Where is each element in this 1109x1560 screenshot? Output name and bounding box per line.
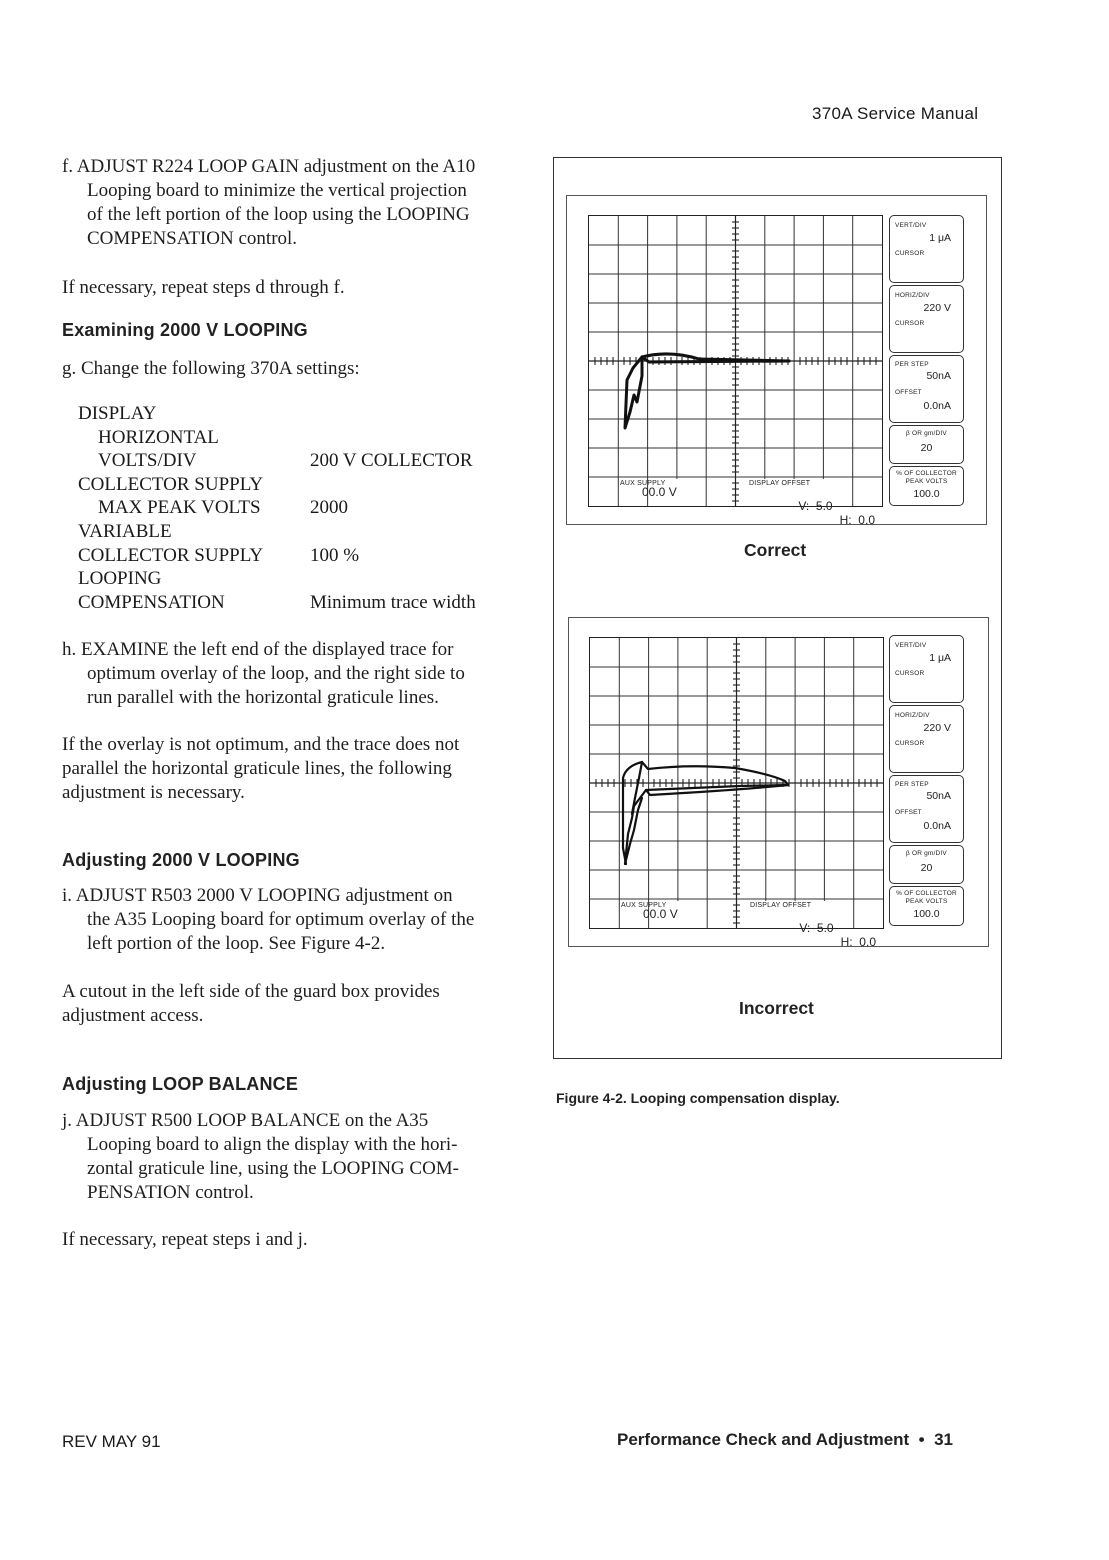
display-offset-label: DISPLAY OFFSET [749, 480, 811, 487]
settings-row [78, 473, 476, 497]
heading-examining-looping: Examining 2000 V LOOPING [62, 320, 308, 340]
collector-peak-panel [889, 886, 964, 926]
display-offset-v: V: 5.0 [798, 499, 833, 513]
graticule-and-trace [590, 638, 886, 931]
step-j-line: Looping board to align the display with the hori- [87, 1134, 458, 1155]
beta-label: β OR gm/DIV [906, 850, 947, 857]
display-offset-v: V: 5.0 [799, 921, 834, 935]
figure-caption: Figure 4-2. Looping compensation display. [556, 1090, 840, 1106]
setting-key: HORIZONTAL [98, 426, 219, 448]
display-offset-label: DISPLAY OFFSET [750, 902, 812, 909]
beta-panel [889, 425, 964, 464]
setting-key: COMPENSATION [78, 591, 225, 613]
cutout-note [62, 980, 520, 1028]
horiz-div-value: 220 V [923, 722, 951, 734]
step-f-line: of the left portion of the loop using the LOOPING [87, 204, 470, 225]
per-step-label: PER STEP [895, 361, 929, 368]
graticule [589, 637, 884, 949]
setting-key: VOLTS/DIV [98, 450, 197, 472]
beta-value: 20 [920, 442, 933, 454]
collector-label: % OF COLLECTOR [896, 890, 957, 897]
heading-adjusting-looping: Adjusting 2000 V LOOPING [62, 850, 300, 870]
aux-supply-label: AUX SUPPLY [620, 480, 666, 487]
per-step-label: PER STEP [895, 781, 929, 788]
settings-row [78, 449, 476, 473]
step-h-line: h. EXAMINE the left end of the displayed trace for [62, 639, 454, 660]
cutout-note-line: adjustment access. [62, 1005, 204, 1026]
beta-panel [889, 845, 964, 884]
aux-supply-value: 00.0 V [643, 907, 678, 921]
vert-cursor-label: CURSOR [895, 670, 925, 677]
setting-key: LOOPING [78, 568, 162, 590]
vert-div-label: VERT/DIV [895, 222, 927, 229]
beta-value: 20 [920, 862, 933, 874]
overlay-note-line: parallel the horizontal graticule lines, the following [62, 758, 452, 779]
step-h-line: run parallel with the horizontal graticule lines. [87, 687, 439, 708]
settings-row [78, 567, 476, 591]
setting-value: Minimum trace width [310, 591, 476, 613]
horiz-div-panel [889, 705, 964, 773]
vert-div-value: 1 μA [929, 232, 951, 244]
offset-label: OFFSET [895, 809, 922, 816]
horiz-div-value: 220 V [923, 302, 951, 314]
cutout-note-line: A cutout in the left side of the guard box provides [62, 981, 440, 1002]
settings-row [78, 496, 476, 520]
aux-supply-value: 00.0 V [642, 485, 677, 499]
step-j-line: zontal graticule line, using the LOOPING COM- [87, 1158, 460, 1179]
settings-row [78, 402, 476, 426]
collector-peak-value: 100.0 [913, 908, 940, 920]
beta-label: β OR gm/DIV [906, 430, 947, 437]
step-f-line: f. ADJUST R224 LOOP GAIN adjustment on the A10 [62, 156, 476, 177]
step-i-line: left portion of the loop. See Figure 4-2. [87, 933, 386, 954]
graticule [588, 215, 883, 527]
settings-row [78, 520, 476, 544]
step-h [62, 638, 520, 710]
display-offset-readout [750, 902, 880, 963]
aux-supply-readout [620, 480, 677, 499]
scope-display-incorrect [568, 617, 989, 947]
settings-row [78, 426, 476, 450]
step-j-line: PENSATION control. [87, 1182, 254, 1203]
setting-key: COLLECTOR SUPPLY [78, 473, 264, 495]
repeat-i-j-note: If necessary, repeat steps i and j. [62, 1229, 308, 1250]
scope-display-correct [566, 195, 987, 525]
per-step-value: 50nA [926, 370, 951, 382]
step-i [62, 884, 520, 956]
setting-key: COLLECTOR SUPPLY [78, 544, 264, 566]
overlay-note [62, 733, 520, 805]
setting-key: VARIABLE [78, 520, 172, 542]
step-i-line: i. ADJUST R503 2000 V LOOPING adjustment on [62, 885, 453, 906]
graticule-and-trace [589, 216, 885, 509]
correct-label: Correct [744, 540, 807, 560]
collector-peak-panel [889, 466, 964, 506]
offset-value: 0.0nA [923, 820, 951, 832]
aux-supply-readout [621, 902, 678, 921]
collector-peak-value: 100.0 [913, 488, 940, 500]
peak-volts-label: PEAK VOLTS [905, 478, 948, 485]
vert-cursor-label: CURSOR [895, 250, 925, 257]
step-f-line: Looping board to minimize the vertical projection [87, 180, 467, 201]
vert-div-value: 1 μA [929, 652, 951, 664]
display-offset-h: H: 0.0 [840, 935, 876, 949]
step-f-line: COMPENSATION control. [87, 228, 298, 249]
step-f [62, 155, 520, 251]
horiz-cursor-label: CURSOR [895, 320, 925, 327]
overlay-note-line: adjustment is necessary. [62, 782, 245, 803]
per-step-value: 50nA [926, 790, 951, 802]
step-g: g. Change the following 370A settings: [62, 358, 360, 379]
step-i-line: the A35 Looping board for optimum overlay of the [87, 909, 475, 930]
horiz-cursor-label: CURSOR [895, 740, 925, 747]
settings-row [78, 591, 476, 615]
footer-section-page: Performance Check and Adjustment • 31 [617, 1430, 953, 1449]
offset-label: OFFSET [895, 389, 922, 396]
aux-supply-label: AUX SUPPLY [621, 902, 667, 909]
setting-key: DISPLAY [78, 403, 157, 424]
footer-revision: REV MAY 91 [62, 1432, 161, 1451]
running-header: 370A Service Manual [812, 104, 979, 123]
setting-value: 2000 [310, 497, 348, 519]
figure-4-2-frame [553, 157, 1002, 1059]
vert-div-label: VERT/DIV [895, 642, 927, 649]
settings-row [78, 544, 476, 568]
horiz-div-panel [889, 285, 964, 353]
collector-label: % OF COLLECTOR [896, 470, 957, 477]
overlay-note-line: If the overlay is not optimum, and the trace does not [62, 734, 460, 755]
offset-value: 0.0nA [923, 400, 951, 412]
vert-div-panel [889, 635, 964, 703]
vert-div-panel [889, 215, 964, 283]
display-offset-readout [749, 480, 879, 541]
horiz-div-label: HORIZ/DIV [895, 712, 930, 719]
setting-value: 100 % [310, 544, 360, 566]
heading-loop-balance: Adjusting LOOP BALANCE [62, 1074, 299, 1094]
step-j-line: j. ADJUST R500 LOOP BALANCE on the A35 [62, 1110, 429, 1131]
setting-key: MAX PEAK VOLTS [98, 497, 261, 519]
display-offset-h: H: 0.0 [839, 513, 875, 527]
horiz-div-label: HORIZ/DIV [895, 292, 930, 299]
step-h-line: optimum overlay of the loop, and the right side to [87, 663, 465, 684]
peak-volts-label: PEAK VOLTS [905, 898, 948, 905]
incorrect-label: Incorrect [739, 998, 814, 1018]
step-offset-panel [889, 355, 964, 423]
repeat-d-f-note: If necessary, repeat steps d through f. [62, 277, 345, 298]
step-j [62, 1109, 520, 1205]
step-offset-panel [889, 775, 964, 843]
settings-table [78, 402, 476, 614]
setting-value: 200 V COLLECTOR [310, 450, 473, 472]
